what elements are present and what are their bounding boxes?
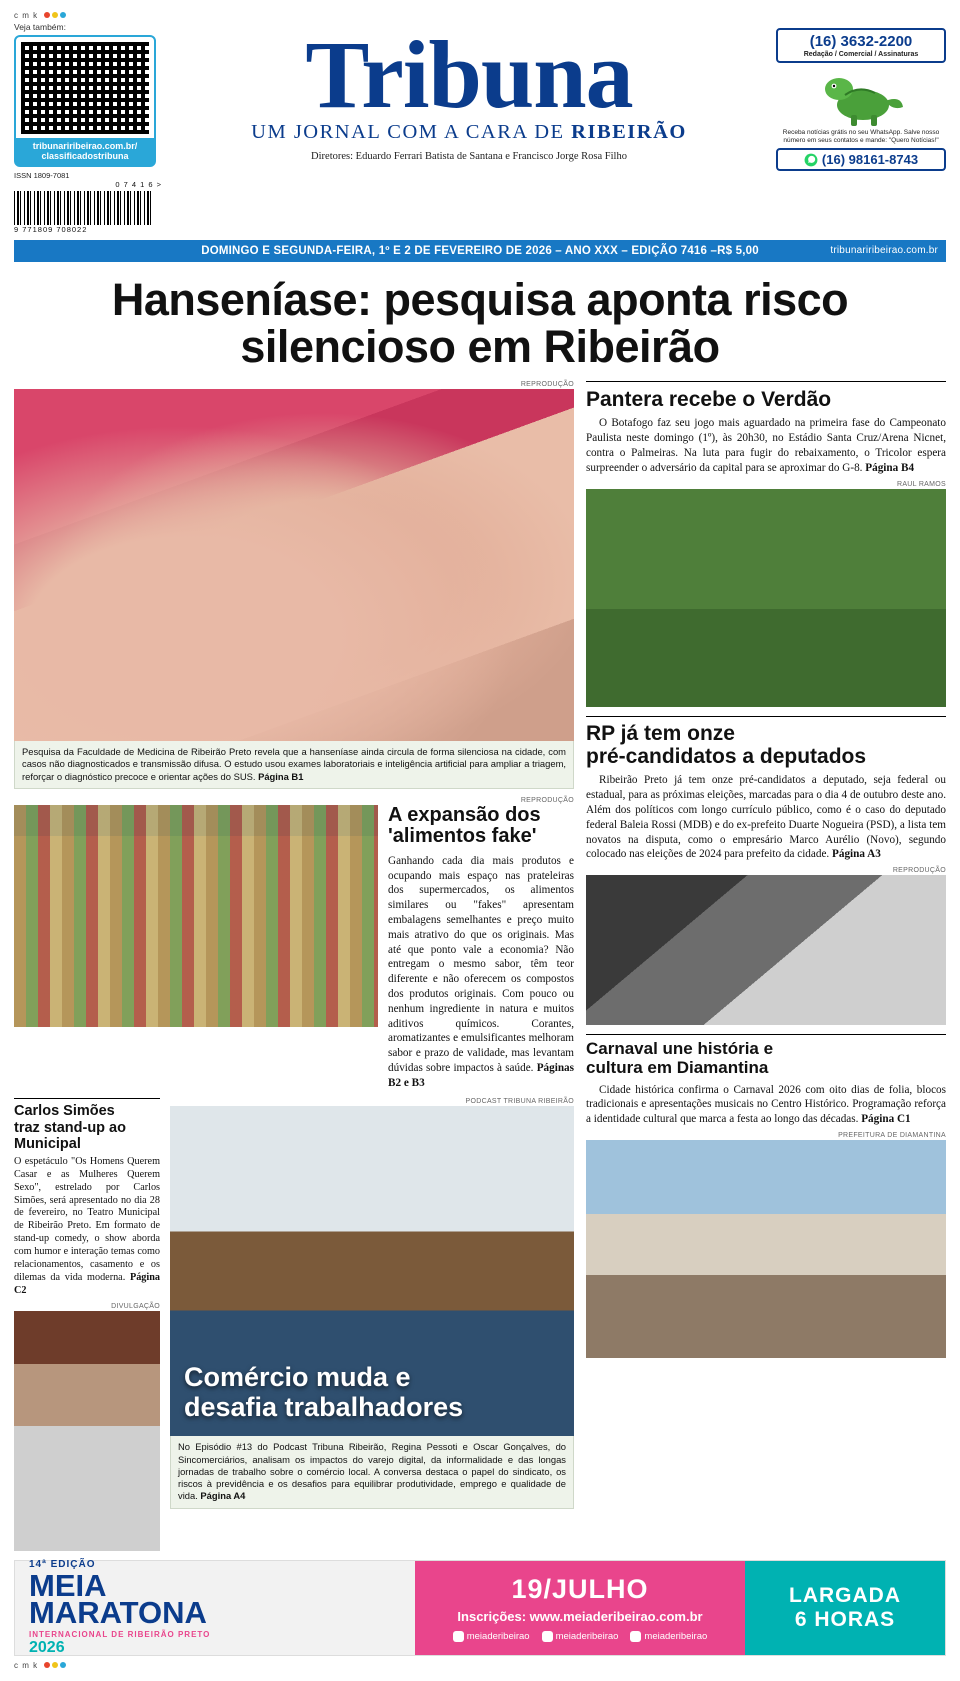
page-title: Hanseníase: pesquisa aponta risco silencioso em Ribeirão	[111, 273, 849, 373]
pantera-body	[586, 416, 946, 475]
whatsapp-icon	[804, 153, 818, 167]
standup-title	[14, 1103, 160, 1152]
directors-line: Diretores: Eduardo Ferrari Batista de Santana e Francisco Jorge Rosa Filho	[311, 150, 627, 162]
deputados-page[interactable]: Página A3	[832, 848, 881, 861]
expansao-title-line2: 'alimentos fake'	[388, 825, 537, 848]
phone-sublabel: Redação / Comercial / Assinaturas	[803, 51, 919, 58]
instagram-icon	[542, 1631, 553, 1642]
ad-left-panel	[15, 1561, 415, 1655]
deputados-title	[586, 722, 946, 768]
carnaval-body-text: Cidade histórica confirma o Carnaval 2026 com oito dias de folia, blocos tradicionais e apresentações musicais no Centro Histórico. Programação reforça a identidade cultural que marca a festa ao longo das décadas.	[586, 1083, 946, 1126]
podcast-article	[170, 1098, 574, 1551]
expansao-page[interactable]: Páginas B2 e B3	[388, 1061, 574, 1089]
pantera-photo	[586, 489, 946, 707]
lead-caption	[14, 741, 574, 789]
phone-number: (16) 3632-2200	[809, 33, 913, 50]
ad-largada	[789, 1584, 901, 1632]
qr-caption-line1: tribunariribeirao.com.br/	[32, 141, 138, 151]
newspaper-logo: Tribuna	[305, 21, 633, 128]
expansao-article	[14, 805, 574, 1091]
standup-title-line2: traz stand-up ao	[14, 1119, 126, 1136]
ad-name-line1: MEIA	[29, 1568, 107, 1604]
ad-subtitle: INTERNACIONAL DE RIBEIRÃO PRETO	[29, 1630, 211, 1640]
barcode-icon	[14, 191, 152, 225]
cmyk-label: c m k	[14, 10, 39, 20]
color-registration-dots	[44, 12, 66, 18]
ad-largada-line2: 6 HORAS	[794, 1608, 896, 1632]
podcast-title-line1: Comércio muda e	[184, 1361, 411, 1392]
expansao-title	[388, 805, 574, 848]
ad-year: 2026	[29, 1639, 65, 1657]
slogan-prefix: UM JORNAL COM A CARA DE	[251, 120, 572, 143]
standup-photo-credit: DIVULGAÇÃO	[111, 1303, 160, 1311]
ad-center-panel	[415, 1561, 745, 1655]
carnaval-photo-credit: PREFEITURA DE DIAMANTINA	[838, 1131, 946, 1139]
qr-caption-line2: classificadostribuna	[41, 151, 129, 162]
expansao-text-block	[388, 805, 574, 1091]
right-column	[586, 381, 946, 1551]
ad-social-instagram[interactable]	[542, 1631, 619, 1642]
standup-page[interactable]: Página C2	[14, 1271, 160, 1296]
deputados-title-line1: RP já tem onze	[586, 722, 735, 746]
expansao-body	[388, 854, 574, 1091]
masthead	[14, 22, 946, 234]
carnaval-title-line1: Carnaval une história e	[586, 1039, 774, 1059]
cmyk-label-bottom: c m k	[14, 1660, 39, 1670]
podcast-photo	[170, 1106, 574, 1436]
dinosaur-mascot-svg	[815, 67, 907, 127]
pantera-photo-credit: RAUL RAMOS	[896, 481, 946, 489]
divider-carnaval	[586, 1034, 946, 1035]
divider-deputados	[586, 716, 946, 717]
carnaval-page[interactable]: Página C1	[861, 1113, 911, 1126]
ad-social-facebook-label: meiaderibeirao	[466, 1631, 530, 1643]
date-bar	[14, 240, 946, 262]
podcast-caption-page[interactable]: Página A4	[200, 1490, 246, 1502]
mascot-icon	[776, 66, 946, 128]
ad-largada-line1: LARGADA	[789, 1584, 901, 1608]
newspaper-slogan	[172, 121, 766, 144]
qr-code-icon	[21, 42, 149, 134]
pantera-body-text: O Botafogo faz seu jogo mais aguardado na primeira fase do Campeonato Paulista neste domingo (1º), às 20h30, no Estádio Santa Cruz/Arena Nicnet, contra o Palmeiras. Na luta para fugir do rebaixamento, o Tricolor espera surpreender o adversário da capital para se aproximar do G-8.	[586, 417, 946, 474]
podcast-caption-text: No Episódio #13 do Podcast Tribuna Ribeirão, Regina Pessoti e Oscar Gonçalves, do Sincomerciários, analisam os impactos do varejo digital, da informalidade e das longas jornadas de trabalho sobre o comércio local. A conversa destaca o papel do sindicato, os riscos à previdência e os desafios para equilibrar produtividade, emprego e qualidade de vida.	[178, 1441, 566, 1502]
podcast-title-line2: desafia trabalhadores	[184, 1392, 464, 1423]
ad-social-twitter[interactable]	[630, 1631, 707, 1642]
ad-edition: 14ª EDIÇÃO	[29, 1559, 96, 1571]
whatsapp-note: Receba notícias grátis no seu WhatsApp. Salve nosso número em seus contatos e mande: "Quero Notícias!"	[782, 129, 940, 145]
expansao-photo-credit: REPRODUÇÃO	[520, 796, 574, 804]
masthead-left	[14, 22, 162, 234]
website-url[interactable]: tribunariribeirao.com.br	[830, 245, 938, 257]
expansao-photo	[14, 805, 378, 1027]
carnaval-title	[586, 1040, 946, 1077]
ad-social-links	[453, 1631, 708, 1642]
ad-date: 19/JULHO	[511, 1574, 649, 1605]
deputados-title-line2: pré-candidatos a deputados	[586, 745, 867, 769]
ad-name-line2: MARATONA	[29, 1595, 207, 1631]
standup-body-text: O espetáculo "Os Homens Querem Casar e as Mulheres Querem Sexo", estrelado por Carlos Simões, será apresentado no dia 28 de fevereiro, no Teatro Municipal de Ribeirão Preto. Em formato de stand-up comedy, o show aborda com humor e interação temas como relacionamentos, casamento e os dilemas da vida moderna.	[14, 1156, 160, 1283]
ad-registration-url[interactable]: Inscrições: www.meiaderibeirao.com.br	[457, 1609, 703, 1625]
left-column	[14, 381, 574, 1551]
podcast-caption	[170, 1436, 574, 1508]
content-grid	[14, 381, 946, 1551]
expansao-body-text: Ganhando cada dia mais produtos e ocupando mais espaço nas prateleiras dos supermercados, os alimentos similares ou "fakes" apresentam embalagens semelhantes e preço muito mais atrativo do que os originais. Mas até que ponto vale a economia? Não entregam o mesmo sabor, têm teor diferente e não oferecem os compostos dos produtos originais. Com pouco ou nenhum ingrediente in natura e muitos aditivos químicos. Corantes, aromatizantes e emulsificantes melhoram sabor e prazo de validade, mas levantam dúvidas sobre impactos à saúde.	[388, 854, 574, 1074]
whatsapp-number: (16) 98161-8743	[821, 152, 919, 168]
qr-code-box[interactable]	[14, 35, 156, 167]
issn-label: ISSN 1809-7081	[14, 170, 70, 180]
top-color-strip	[14, 8, 946, 22]
standup-photo	[14, 1311, 160, 1551]
masthead-right	[776, 22, 946, 171]
carnaval-title-line2: cultura em Diamantina	[586, 1057, 769, 1077]
phone-box[interactable]	[776, 28, 946, 63]
qr-code-caption	[16, 138, 154, 165]
color-registration-dots-bottom	[44, 1662, 66, 1668]
carnaval-photo	[586, 1140, 946, 1358]
slogan-city: RIBEIRÃO	[571, 120, 687, 143]
ad-social-twitter-label: meiaderibeirao	[644, 1631, 708, 1643]
deputados-body-text: Ribeirão Preto já tem onze pré-candidatos a deputado, seja federal ou estadual, para as próximas eleições, marcadas para o dia 4 de outubro deste ano. Além dos políticos com longo currículo público, como é o caso do deputado federal Baleia Rossi (MDB) e do ex-prefeito Duarte Nogueira (PSD), a lista tem novatos na disputa, como o empresário Marco Aurélio (Novo), segundo colocado nas eleições de 2024 para prefeito da cidade.	[586, 774, 946, 861]
cover-price: R$ 5,00	[717, 244, 759, 257]
veja-tambem-label: Veja também:	[14, 22, 66, 32]
standup-article	[14, 1098, 160, 1551]
whatsapp-box[interactable]	[776, 148, 946, 171]
lead-photo	[14, 389, 574, 741]
lower-left-row	[14, 1098, 574, 1551]
twitter-icon	[630, 1631, 641, 1642]
barcode-number: 9 771809 708022	[14, 224, 88, 234]
podcast-title	[184, 1362, 560, 1422]
standup-title-line1: Carlos Simões	[14, 1103, 115, 1120]
pantera-title: Pantera recebe o Verdão	[586, 388, 832, 412]
carnaval-body	[586, 1083, 946, 1127]
pantera-page[interactable]: Página B4	[865, 461, 915, 474]
deputados-body	[586, 773, 946, 862]
lead-caption-page[interactable]: Página B1	[258, 770, 304, 782]
standup-body	[14, 1156, 160, 1297]
ad-social-instagram-label: meiaderibeirao	[555, 1631, 619, 1643]
lead-caption-text: Pesquisa da Faculdade de Medicina de Ribeirão Preto revela que a hanseníase ainda circula de forma silenciosa na cidade, com casos não diagnosticados e transmissão difusa. O estudo usou exames laboratoriais e inteligência artificial para ampliar a triagem, reforçar o diagnóstico precoce e orientar ações do SUS.	[22, 746, 566, 782]
barcode-side-number: 0 7 4 1 6 >	[115, 179, 162, 189]
bottom-color-strip	[14, 1658, 946, 1672]
lead-photo-credit: REPRODUÇÃO	[520, 381, 574, 389]
date-bar-text: DOMINGO E SEGUNDA-FEIRA, 1º E 2 DE FEVEREIRO DE 2026 – ANO XXX – EDIÇÃO 7416 –	[201, 244, 718, 257]
deputados-photo	[586, 875, 946, 1025]
ad-right-panel	[745, 1561, 945, 1655]
facebook-icon	[453, 1631, 464, 1642]
bottom-advertisement[interactable]	[14, 1560, 946, 1656]
masthead-center	[172, 22, 766, 162]
deputados-photo-credit: REPRODUÇÃO	[892, 867, 946, 875]
standup-title-line3: Municipal	[14, 1135, 81, 1152]
ad-social-facebook[interactable]	[453, 1631, 530, 1642]
expansao-title-line1: A expansão dos	[388, 803, 541, 826]
podcast-photo-credit: PODCAST TRIBUNA RIBEIRÃO	[465, 1098, 574, 1106]
